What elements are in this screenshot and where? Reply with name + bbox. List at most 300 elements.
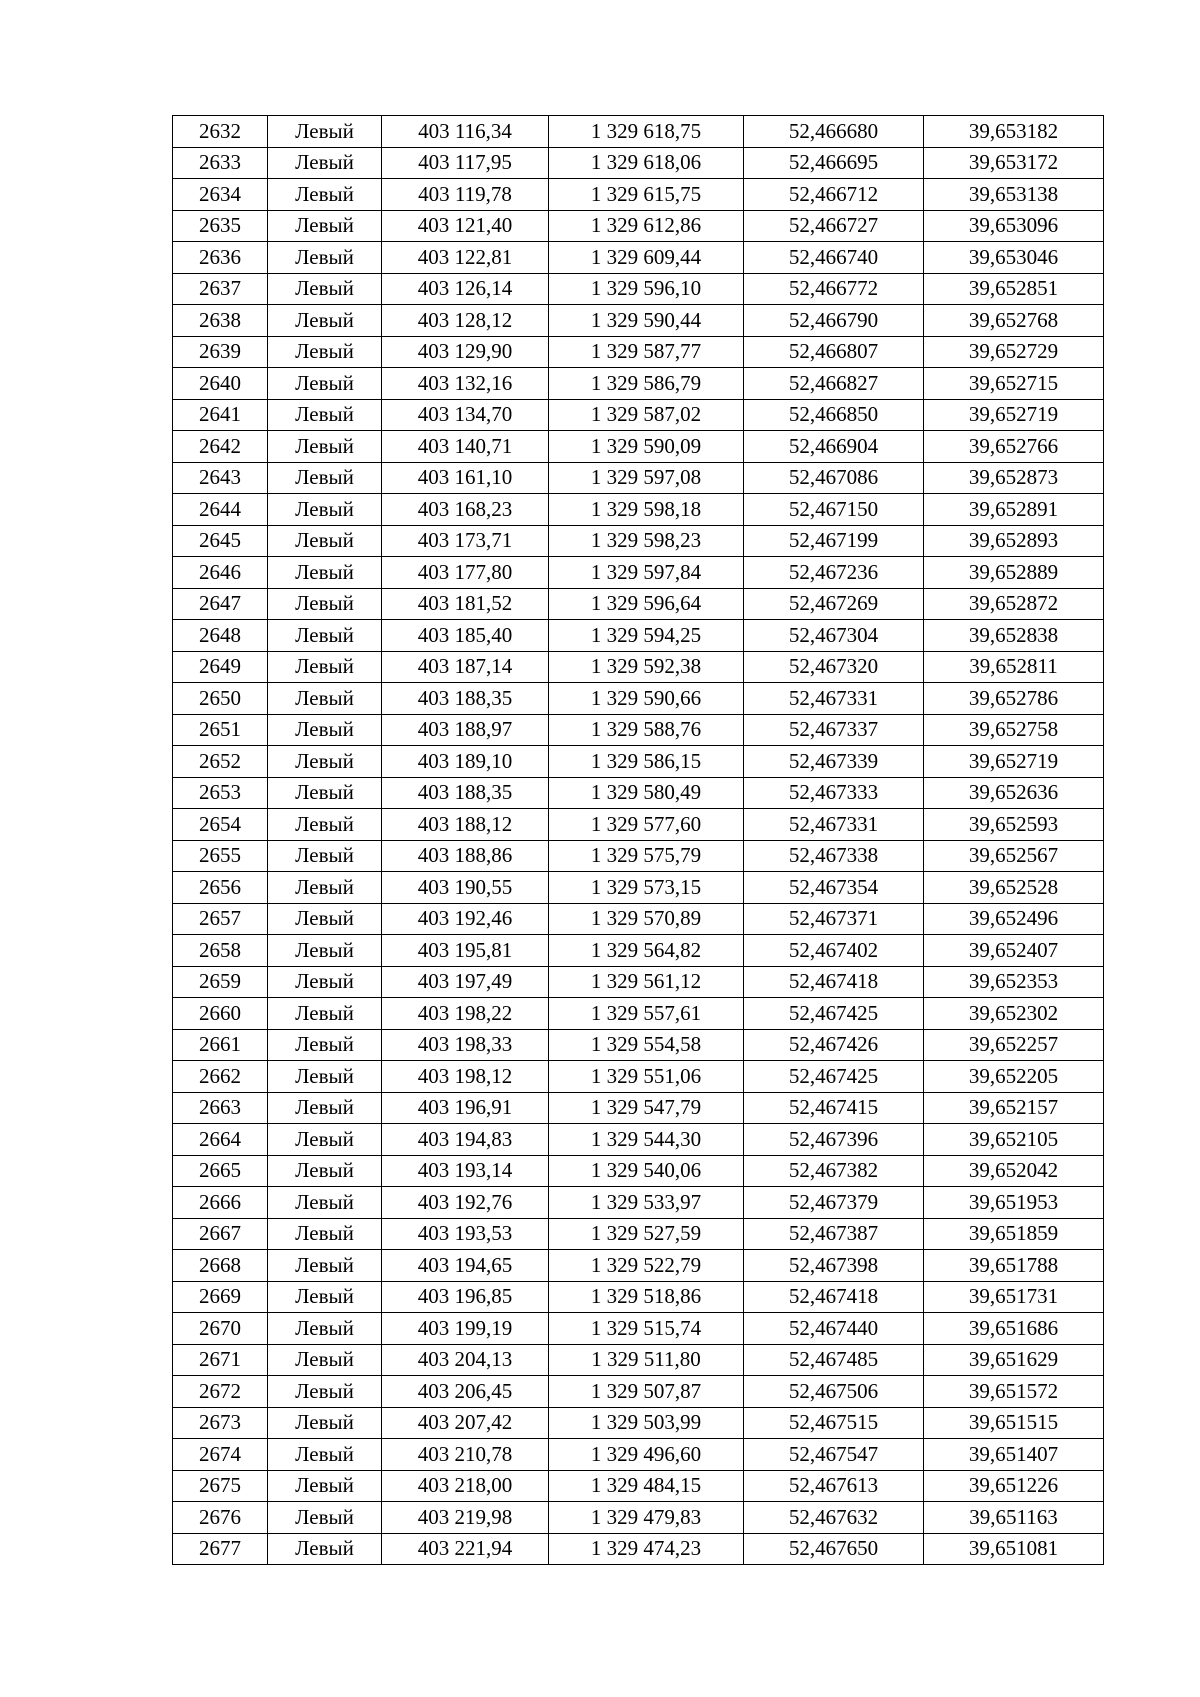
table-row: [173, 1470, 1104, 1502]
table-row: [173, 399, 1104, 431]
y-coordinate-cell: 1 329 515,74: [549, 1313, 744, 1345]
point-number-cell: 2676: [173, 1502, 268, 1534]
x-coordinate-cell: 403 219,98: [382, 1502, 549, 1534]
x-coordinate-cell: 403 126,14: [382, 273, 549, 305]
longitude-cell: 39,652891: [924, 494, 1104, 526]
y-coordinate-cell: 1 329 575,79: [549, 840, 744, 872]
y-coordinate-cell: 1 329 598,18: [549, 494, 744, 526]
table-row: [173, 840, 1104, 872]
longitude-cell: 39,652528: [924, 872, 1104, 904]
x-coordinate-cell: 403 188,97: [382, 714, 549, 746]
longitude-cell: 39,652768: [924, 305, 1104, 337]
table-row: [173, 1439, 1104, 1471]
latitude-cell: 52,467333: [744, 777, 924, 809]
point-number-cell: 2665: [173, 1155, 268, 1187]
side-cell: Левый: [268, 872, 382, 904]
side-cell: Левый: [268, 966, 382, 998]
latitude-cell: 52,467613: [744, 1470, 924, 1502]
side-cell: Левый: [268, 935, 382, 967]
point-number-cell: 2661: [173, 1029, 268, 1061]
longitude-cell: 39,651081: [924, 1533, 1104, 1565]
table-row: [173, 1124, 1104, 1156]
latitude-cell: 52,467515: [744, 1407, 924, 1439]
x-coordinate-cell: 403 198,22: [382, 998, 549, 1030]
point-number-cell: 2642: [173, 431, 268, 463]
side-cell: Левый: [268, 1376, 382, 1408]
latitude-cell: 52,466727: [744, 210, 924, 242]
y-coordinate-cell: 1 329 586,15: [549, 746, 744, 778]
latitude-cell: 52,467320: [744, 651, 924, 683]
point-number-cell: 2673: [173, 1407, 268, 1439]
x-coordinate-cell: 403 128,12: [382, 305, 549, 337]
table-row: [173, 1533, 1104, 1565]
y-coordinate-cell: 1 329 479,83: [549, 1502, 744, 1534]
y-coordinate-cell: 1 329 533,97: [549, 1187, 744, 1219]
table-row: [173, 431, 1104, 463]
point-number-cell: 2668: [173, 1250, 268, 1282]
table-row: [173, 872, 1104, 904]
latitude-cell: 52,467650: [744, 1533, 924, 1565]
side-cell: Левый: [268, 746, 382, 778]
side-cell: Левый: [268, 399, 382, 431]
y-coordinate-cell: 1 329 573,15: [549, 872, 744, 904]
table-row: [173, 1092, 1104, 1124]
table-row: [173, 1407, 1104, 1439]
point-number-cell: 2643: [173, 462, 268, 494]
longitude-cell: 39,652636: [924, 777, 1104, 809]
x-coordinate-cell: 403 189,10: [382, 746, 549, 778]
table-row: [173, 651, 1104, 683]
point-number-cell: 2671: [173, 1344, 268, 1376]
side-cell: Левый: [268, 1344, 382, 1376]
longitude-cell: 39,652105: [924, 1124, 1104, 1156]
latitude-cell: 52,466695: [744, 147, 924, 179]
table-row: [173, 1502, 1104, 1534]
side-cell: Левый: [268, 620, 382, 652]
side-cell: Левый: [268, 714, 382, 746]
side-cell: Левый: [268, 1281, 382, 1313]
point-number-cell: 2646: [173, 557, 268, 589]
x-coordinate-cell: 403 134,70: [382, 399, 549, 431]
x-coordinate-cell: 403 221,94: [382, 1533, 549, 1565]
table-row: [173, 1250, 1104, 1282]
side-cell: Левый: [268, 1439, 382, 1471]
longitude-cell: 39,653096: [924, 210, 1104, 242]
longitude-cell: 39,652811: [924, 651, 1104, 683]
longitude-cell: 39,652205: [924, 1061, 1104, 1093]
point-number-cell: 2649: [173, 651, 268, 683]
y-coordinate-cell: 1 329 570,89: [549, 903, 744, 935]
y-coordinate-cell: 1 329 522,79: [549, 1250, 744, 1282]
side-cell: Левый: [268, 1533, 382, 1565]
latitude-cell: 52,466807: [744, 336, 924, 368]
x-coordinate-cell: 403 121,40: [382, 210, 549, 242]
x-coordinate-cell: 403 188,12: [382, 809, 549, 841]
latitude-cell: 52,467269: [744, 588, 924, 620]
latitude-cell: 52,467506: [744, 1376, 924, 1408]
side-cell: Левый: [268, 1092, 382, 1124]
point-number-cell: 2667: [173, 1218, 268, 1250]
x-coordinate-cell: 403 129,90: [382, 336, 549, 368]
longitude-cell: 39,651572: [924, 1376, 1104, 1408]
x-coordinate-cell: 403 187,14: [382, 651, 549, 683]
table-row: [173, 588, 1104, 620]
y-coordinate-cell: 1 329 598,23: [549, 525, 744, 557]
latitude-cell: 52,467304: [744, 620, 924, 652]
longitude-cell: 39,651226: [924, 1470, 1104, 1502]
x-coordinate-cell: 403 193,53: [382, 1218, 549, 1250]
latitude-cell: 52,467396: [744, 1124, 924, 1156]
point-number-cell: 2660: [173, 998, 268, 1030]
table-row: [173, 557, 1104, 589]
table-row: [173, 1187, 1104, 1219]
y-coordinate-cell: 1 329 618,06: [549, 147, 744, 179]
side-cell: Левый: [268, 1029, 382, 1061]
side-cell: Левый: [268, 242, 382, 274]
y-coordinate-cell: 1 329 507,87: [549, 1376, 744, 1408]
y-coordinate-cell: 1 329 596,10: [549, 273, 744, 305]
point-number-cell: 2655: [173, 840, 268, 872]
latitude-cell: 52,467485: [744, 1344, 924, 1376]
x-coordinate-cell: 403 197,49: [382, 966, 549, 998]
longitude-cell: 39,651163: [924, 1502, 1104, 1534]
latitude-cell: 52,466904: [744, 431, 924, 463]
y-coordinate-cell: 1 329 496,60: [549, 1439, 744, 1471]
table-row: [173, 714, 1104, 746]
table-row: [173, 462, 1104, 494]
y-coordinate-cell: 1 329 474,23: [549, 1533, 744, 1565]
point-number-cell: 2645: [173, 525, 268, 557]
latitude-cell: 52,467199: [744, 525, 924, 557]
x-coordinate-cell: 403 198,33: [382, 1029, 549, 1061]
x-coordinate-cell: 403 204,13: [382, 1344, 549, 1376]
side-cell: Левый: [268, 651, 382, 683]
latitude-cell: 52,467418: [744, 966, 924, 998]
y-coordinate-cell: 1 329 547,79: [549, 1092, 744, 1124]
point-number-cell: 2663: [173, 1092, 268, 1124]
point-number-cell: 2659: [173, 966, 268, 998]
x-coordinate-cell: 403 116,34: [382, 116, 549, 148]
x-coordinate-cell: 403 168,23: [382, 494, 549, 526]
y-coordinate-cell: 1 329 580,49: [549, 777, 744, 809]
point-number-cell: 2674: [173, 1439, 268, 1471]
x-coordinate-cell: 403 194,65: [382, 1250, 549, 1282]
point-number-cell: 2670: [173, 1313, 268, 1345]
latitude-cell: 52,467426: [744, 1029, 924, 1061]
longitude-cell: 39,651407: [924, 1439, 1104, 1471]
y-coordinate-cell: 1 329 587,02: [549, 399, 744, 431]
side-cell: Левый: [268, 809, 382, 841]
table-row: [173, 683, 1104, 715]
table-row: [173, 998, 1104, 1030]
latitude-cell: 52,466827: [744, 368, 924, 400]
point-number-cell: 2636: [173, 242, 268, 274]
longitude-cell: 39,652729: [924, 336, 1104, 368]
point-number-cell: 2633: [173, 147, 268, 179]
latitude-cell: 52,467338: [744, 840, 924, 872]
latitude-cell: 52,467150: [744, 494, 924, 526]
side-cell: Левый: [268, 1218, 382, 1250]
x-coordinate-cell: 403 206,45: [382, 1376, 549, 1408]
x-coordinate-cell: 403 161,10: [382, 462, 549, 494]
table-row: [173, 1376, 1104, 1408]
x-coordinate-cell: 403 181,52: [382, 588, 549, 620]
point-number-cell: 2632: [173, 116, 268, 148]
point-number-cell: 2677: [173, 1533, 268, 1565]
latitude-cell: 52,467425: [744, 1061, 924, 1093]
latitude-cell: 52,467398: [744, 1250, 924, 1282]
longitude-cell: 39,651731: [924, 1281, 1104, 1313]
y-coordinate-cell: 1 329 597,84: [549, 557, 744, 589]
latitude-cell: 52,467402: [744, 935, 924, 967]
point-number-cell: 2648: [173, 620, 268, 652]
side-cell: Левый: [268, 1407, 382, 1439]
longitude-cell: 39,652758: [924, 714, 1104, 746]
side-cell: Левый: [268, 557, 382, 589]
x-coordinate-cell: 403 198,12: [382, 1061, 549, 1093]
longitude-cell: 39,652496: [924, 903, 1104, 935]
table-row: [173, 1344, 1104, 1376]
y-coordinate-cell: 1 329 484,15: [549, 1470, 744, 1502]
y-coordinate-cell: 1 329 544,30: [549, 1124, 744, 1156]
longitude-cell: 39,652302: [924, 998, 1104, 1030]
latitude-cell: 52,467632: [744, 1502, 924, 1534]
point-number-cell: 2664: [173, 1124, 268, 1156]
side-cell: Левый: [268, 462, 382, 494]
point-number-cell: 2653: [173, 777, 268, 809]
table-row: [173, 1281, 1104, 1313]
longitude-cell: 39,652042: [924, 1155, 1104, 1187]
longitude-cell: 39,652786: [924, 683, 1104, 715]
x-coordinate-cell: 403 188,35: [382, 683, 549, 715]
longitude-cell: 39,652719: [924, 399, 1104, 431]
point-number-cell: 2647: [173, 588, 268, 620]
longitude-cell: 39,651788: [924, 1250, 1104, 1282]
side-cell: Левый: [268, 1187, 382, 1219]
x-coordinate-cell: 403 192,76: [382, 1187, 549, 1219]
x-coordinate-cell: 403 140,71: [382, 431, 549, 463]
point-number-cell: 2640: [173, 368, 268, 400]
point-number-cell: 2638: [173, 305, 268, 337]
point-number-cell: 2656: [173, 872, 268, 904]
side-cell: Левый: [268, 1502, 382, 1534]
table-row: [173, 210, 1104, 242]
latitude-cell: 52,467547: [744, 1439, 924, 1471]
longitude-cell: 39,652257: [924, 1029, 1104, 1061]
longitude-cell: 39,651629: [924, 1344, 1104, 1376]
table-row: [173, 336, 1104, 368]
latitude-cell: 52,466790: [744, 305, 924, 337]
latitude-cell: 52,467086: [744, 462, 924, 494]
longitude-cell: 39,653138: [924, 179, 1104, 211]
side-cell: Левый: [268, 494, 382, 526]
y-coordinate-cell: 1 329 554,58: [549, 1029, 744, 1061]
x-coordinate-cell: 403 117,95: [382, 147, 549, 179]
table-row: [173, 242, 1104, 274]
table-row: [173, 966, 1104, 998]
longitude-cell: 39,651686: [924, 1313, 1104, 1345]
side-cell: Левый: [268, 116, 382, 148]
side-cell: Левый: [268, 368, 382, 400]
side-cell: Левый: [268, 777, 382, 809]
side-cell: Левый: [268, 998, 382, 1030]
side-cell: Левый: [268, 840, 382, 872]
y-coordinate-cell: 1 329 609,44: [549, 242, 744, 274]
y-coordinate-cell: 1 329 527,59: [549, 1218, 744, 1250]
x-coordinate-cell: 403 119,78: [382, 179, 549, 211]
table-row: [173, 273, 1104, 305]
side-cell: Левый: [268, 525, 382, 557]
latitude-cell: 52,466712: [744, 179, 924, 211]
table-row: [173, 368, 1104, 400]
x-coordinate-cell: 403 122,81: [382, 242, 549, 274]
latitude-cell: 52,467415: [744, 1092, 924, 1124]
table-row: [173, 1218, 1104, 1250]
point-number-cell: 2654: [173, 809, 268, 841]
side-cell: Левый: [268, 1155, 382, 1187]
x-coordinate-cell: 403 194,83: [382, 1124, 549, 1156]
table-row: [173, 903, 1104, 935]
x-coordinate-cell: 403 195,81: [382, 935, 549, 967]
point-number-cell: 2662: [173, 1061, 268, 1093]
longitude-cell: 39,653172: [924, 147, 1104, 179]
latitude-cell: 52,467354: [744, 872, 924, 904]
x-coordinate-cell: 403 196,91: [382, 1092, 549, 1124]
longitude-cell: 39,652407: [924, 935, 1104, 967]
side-cell: Левый: [268, 179, 382, 211]
latitude-cell: 52,467236: [744, 557, 924, 589]
latitude-cell: 52,467425: [744, 998, 924, 1030]
latitude-cell: 52,467387: [744, 1218, 924, 1250]
latitude-cell: 52,466680: [744, 116, 924, 148]
x-coordinate-cell: 403 196,85: [382, 1281, 549, 1313]
point-number-cell: 2641: [173, 399, 268, 431]
point-number-cell: 2658: [173, 935, 268, 967]
y-coordinate-cell: 1 329 592,38: [549, 651, 744, 683]
table-row: [173, 525, 1104, 557]
longitude-cell: 39,652851: [924, 273, 1104, 305]
x-coordinate-cell: 403 173,71: [382, 525, 549, 557]
point-number-cell: 2637: [173, 273, 268, 305]
table-row: [173, 620, 1104, 652]
side-cell: Левый: [268, 147, 382, 179]
table-row: [173, 935, 1104, 967]
x-coordinate-cell: 403 193,14: [382, 1155, 549, 1187]
latitude-cell: 52,467418: [744, 1281, 924, 1313]
x-coordinate-cell: 403 190,55: [382, 872, 549, 904]
y-coordinate-cell: 1 329 518,86: [549, 1281, 744, 1313]
longitude-cell: 39,652893: [924, 525, 1104, 557]
latitude-cell: 52,467331: [744, 683, 924, 715]
x-coordinate-cell: 403 132,16: [382, 368, 549, 400]
y-coordinate-cell: 1 329 551,06: [549, 1061, 744, 1093]
coordinates-table-body: [173, 116, 1104, 1565]
x-coordinate-cell: 403 188,86: [382, 840, 549, 872]
longitude-cell: 39,652567: [924, 840, 1104, 872]
x-coordinate-cell: 403 177,80: [382, 557, 549, 589]
side-cell: Левый: [268, 903, 382, 935]
table-row: [173, 1313, 1104, 1345]
side-cell: Левый: [268, 1124, 382, 1156]
latitude-cell: 52,467440: [744, 1313, 924, 1345]
coordinates-table: [172, 115, 1104, 1565]
longitude-cell: 39,652838: [924, 620, 1104, 652]
side-cell: Левый: [268, 1470, 382, 1502]
y-coordinate-cell: 1 329 612,86: [549, 210, 744, 242]
y-coordinate-cell: 1 329 503,99: [549, 1407, 744, 1439]
y-coordinate-cell: 1 329 511,80: [549, 1344, 744, 1376]
longitude-cell: 39,652157: [924, 1092, 1104, 1124]
point-number-cell: 2651: [173, 714, 268, 746]
table-row: [173, 1029, 1104, 1061]
latitude-cell: 52,467339: [744, 746, 924, 778]
longitude-cell: 39,652715: [924, 368, 1104, 400]
x-coordinate-cell: 403 192,46: [382, 903, 549, 935]
side-cell: Левый: [268, 273, 382, 305]
point-number-cell: 2635: [173, 210, 268, 242]
y-coordinate-cell: 1 329 596,64: [549, 588, 744, 620]
side-cell: Левый: [268, 588, 382, 620]
point-number-cell: 2652: [173, 746, 268, 778]
y-coordinate-cell: 1 329 561,12: [549, 966, 744, 998]
table-row: [173, 494, 1104, 526]
y-coordinate-cell: 1 329 540,06: [549, 1155, 744, 1187]
x-coordinate-cell: 403 210,78: [382, 1439, 549, 1471]
y-coordinate-cell: 1 329 594,25: [549, 620, 744, 652]
y-coordinate-cell: 1 329 586,79: [549, 368, 744, 400]
y-coordinate-cell: 1 329 564,82: [549, 935, 744, 967]
y-coordinate-cell: 1 329 587,77: [549, 336, 744, 368]
y-coordinate-cell: 1 329 597,08: [549, 462, 744, 494]
side-cell: Левый: [268, 1250, 382, 1282]
point-number-cell: 2650: [173, 683, 268, 715]
latitude-cell: 52,466740: [744, 242, 924, 274]
point-number-cell: 2657: [173, 903, 268, 935]
y-coordinate-cell: 1 329 588,76: [549, 714, 744, 746]
longitude-cell: 39,653046: [924, 242, 1104, 274]
longitude-cell: 39,652353: [924, 966, 1104, 998]
y-coordinate-cell: 1 329 590,66: [549, 683, 744, 715]
longitude-cell: 39,652766: [924, 431, 1104, 463]
x-coordinate-cell: 403 207,42: [382, 1407, 549, 1439]
x-coordinate-cell: 403 185,40: [382, 620, 549, 652]
table-row: [173, 116, 1104, 148]
latitude-cell: 52,467371: [744, 903, 924, 935]
y-coordinate-cell: 1 329 590,09: [549, 431, 744, 463]
latitude-cell: 52,467379: [744, 1187, 924, 1219]
longitude-cell: 39,652873: [924, 462, 1104, 494]
table-row: [173, 179, 1104, 211]
y-coordinate-cell: 1 329 615,75: [549, 179, 744, 211]
latitude-cell: 52,467337: [744, 714, 924, 746]
point-number-cell: 2672: [173, 1376, 268, 1408]
table-row: [173, 1061, 1104, 1093]
side-cell: Левый: [268, 305, 382, 337]
x-coordinate-cell: 403 218,00: [382, 1470, 549, 1502]
latitude-cell: 52,467382: [744, 1155, 924, 1187]
side-cell: Левый: [268, 1061, 382, 1093]
y-coordinate-cell: 1 329 618,75: [549, 116, 744, 148]
longitude-cell: 39,652719: [924, 746, 1104, 778]
point-number-cell: 2644: [173, 494, 268, 526]
point-number-cell: 2666: [173, 1187, 268, 1219]
longitude-cell: 39,652872: [924, 588, 1104, 620]
y-coordinate-cell: 1 329 590,44: [549, 305, 744, 337]
table-row: [173, 777, 1104, 809]
side-cell: Левый: [268, 1313, 382, 1345]
point-number-cell: 2634: [173, 179, 268, 211]
longitude-cell: 39,653182: [924, 116, 1104, 148]
